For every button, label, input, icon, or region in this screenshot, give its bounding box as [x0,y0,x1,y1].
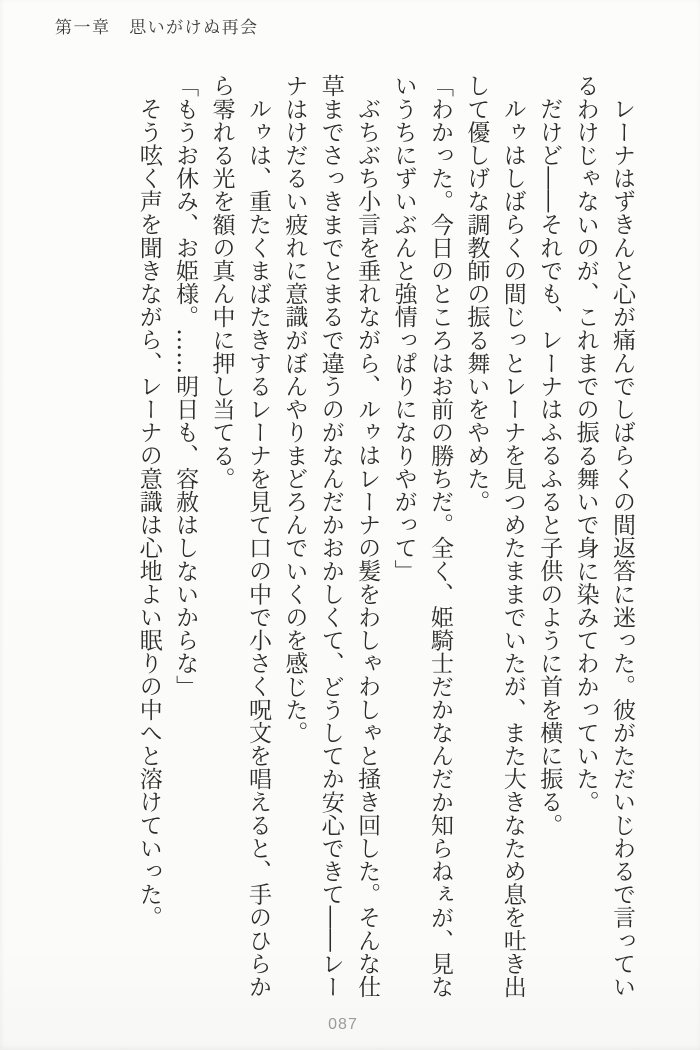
paragraph: ぶちぶち小言を垂れながら、ルゥはレーナの髪をわしゃわしゃと掻き回した。そんな仕草までさっきまでとまるで違うのがなんだかおかしくて、どうしてか安心できて――レーナはけだるい疲れに意識がぼんやりまどろんでいくのを感じた。 [281,74,381,998]
paragraph: ルゥはしばらくの間じっとレーナを見つめたままでいたが、また大きなため息を吐き出して優しげな調教師の振る舞いをやめた。 [463,74,526,998]
page-number: 087 [328,1016,358,1033]
text-block [115,74,640,1002]
paragraph: だけど――それでも、レーナはふるふると子供のように首を横に振る。 [536,97,563,837]
paragraph: そう呟く声を聞きながら、レーナの意識は心地よい眠りの中へと溶けていった。 [135,97,162,929]
paragraph: 「わかった。今日のところはお前の勝ちだ。全く、姫騎士だかなんだか知らねぇが、見ないうちにずいぶんと強情っぱりになりやがって」 [390,74,453,998]
paragraph: 「もうお休み、お姫様。……明日も、容赦はしないからな」 [172,74,199,698]
chapter-number: 第一章 [55,18,111,38]
paragraph: ルゥは、重たくまばたきするレーナを見て口の中で小さく呪文を唱えると、手のひらから零れる光を額の真ん中に押し当てる。 [208,74,271,998]
chapter-title: 思いがけぬ再会 [129,18,259,38]
paragraph: レーナはずきんと心が痛んでしばらくの間返答に迷った。彼がただいじわるで言っているわけじゃないのが、これまでの振る舞いで身に染みてわかっていた。 [572,74,635,998]
chapter-header [55,13,259,38]
